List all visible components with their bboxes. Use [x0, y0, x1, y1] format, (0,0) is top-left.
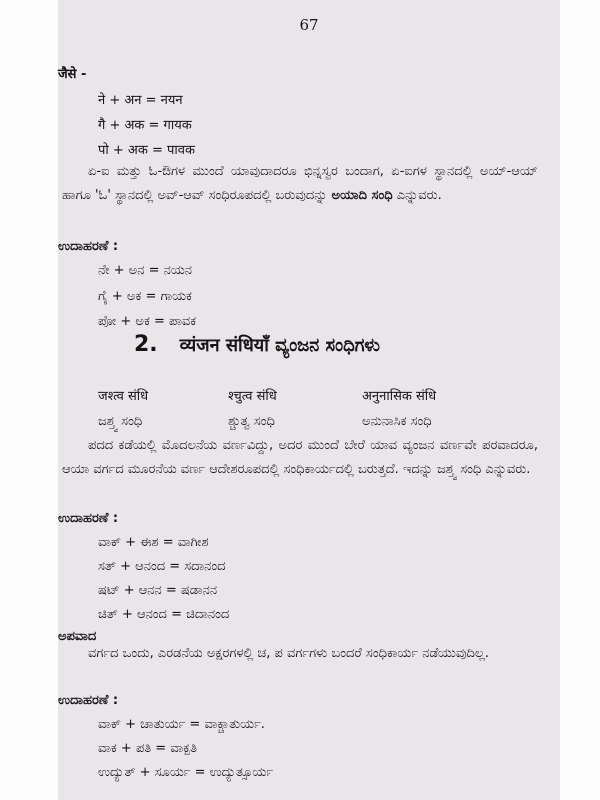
page-number: 67	[299, 16, 319, 34]
paragraph-tail: ಎನ್ನುವರು.	[392, 188, 442, 203]
section-number: 2.	[134, 332, 158, 357]
right-margin	[560, 0, 600, 800]
sandhi-type-hindi: श्चुत्व संधि	[228, 389, 277, 404]
example-line: ಗೈ + ಅಕ = ಗಾಯಕ	[98, 289, 192, 304]
ayadi-sandhi-paragraph	[62, 160, 538, 208]
example-label: ಉದಾಹರಣೆ :	[58, 693, 119, 708]
sandhi-type-hindi: अनुनासिक संधि	[362, 389, 437, 404]
example-line: ವಾಕ್ + ಚಾತುರ್ಯ = ವಾಕ್ಚಾತುರ್ಯ.	[98, 717, 265, 732]
example-line: ನೇ + ಅನ = ನಯನ	[98, 263, 192, 278]
example-line: गै + अक = गायक	[98, 118, 192, 133]
example-line: ಉದ್ಯುತ್ + ಸೂರ್ಯ = ಉದ್ಯುತ್ಸೂರ್ಯ	[98, 765, 274, 780]
sandhi-type-kannada: ಅನುನಾಸಿಕ ಸಂಧಿ	[362, 414, 432, 429]
sandhi-type-hindi: जश्त्व संधि	[98, 389, 149, 404]
section-title: व्यंजन संधियाँ ವ್ಯಂಜನ ಸಂಧಿಗಳು	[179, 335, 380, 356]
example-line: ವಾಕ + ಪತಿ = ವಾಕ್ಪತಿ	[98, 741, 197, 756]
term-ayadi-sandhi: ಅಯಾದಿ ಸಂಧಿ	[331, 188, 393, 203]
apavada-paragraph: ವರ್ಗದ ಒಂದು, ಎರಡನೆಯ ಅಕ್ಷರಗಳಲ್ಲಿ ಚ, ಪ ವರ್ಗಗಳು ಬಂದರೆ ಸಂಧಿಕಾರ್ಯ ನಡೆಯುವುದಿಲ್ಲ.	[88, 646, 489, 661]
paragraph-text: ಏ-ಐ ಮತ್ತು ಓ-ಔಗಳ ಮುಂದೆ ಯಾವುದಾದರೂ ಭಿನ್ನಸ್ವರ ಬಂದಾಗ, ಏ-ಐಗಳ ಸ್ಥಾನದಲ್ಲಿ ಅಯ್-ಆಯ್ ಹಾಗೂ 'ಓ' ಸ್ಥಾನದಲ್ಲಿ ಅವ್-ಆವ್ ಸಂಧಿರೂಪದಲ್ಲಿ ಬರುವುದನ್ನು	[62, 164, 538, 203]
example-line: ಷಟ್ + ಆನನ = ಷಡಾನನ	[98, 583, 218, 598]
left-margin	[0, 0, 58, 800]
example-label: ಉದಾಹರಣೆ :	[58, 511, 119, 526]
page-content	[58, 0, 560, 800]
example-line: ಚಿತ್ + ಆನಂದ = ಚಿದಾನಂದ	[98, 607, 230, 622]
apavada-label: ಅಪವಾದ	[58, 629, 97, 644]
sandhi-type-kannada: ಶ್ಚುತ್ವ ಸಂಧಿ	[228, 414, 275, 429]
jashtva-sandhi-paragraph: ಪದದ ಕಡೆಯಲ್ಲಿ ಮೊದಲನೆಯ ವರ್ಣವಿದ್ದು, ಅದರ ಮುಂದೆ ಬೇರೆ ಯಾವ ವ್ಯಂಜನ ವರ್ಣವೇ ಪರವಾದರೂ, ಆಯಾ ವರ್ಗದ ಮೂರನೆಯ ವರ್ಣ ಆದೇಶರೂಪದಲ್ಲಿ ಸಂಧಿಕಾರ್ಯದಲ್ಲಿ ಬರುತ್ತದೆ. ಇದನ್ನು ಜಶ್ತ್ವ ಸಂಧಿ ಎನ್ನುವರು.	[62, 438, 538, 477]
example-line: ने + अन = नयन	[98, 93, 183, 108]
example-line: पो + अक = पावक	[98, 143, 195, 158]
sandhi-type-kannada: ಜಶ್ತ್ವ ಸಂಧಿ	[98, 414, 143, 429]
example-line: ಸತ್ + ಆನಂದ = ಸದಾನಂದ	[98, 559, 226, 574]
example-label: ಉದಾಹರಣೆ :	[58, 239, 119, 254]
example-label-hindi: जैसे -	[58, 67, 87, 82]
example-line: ಪೋ + ಅಕ = ಪಾವಕ	[98, 314, 197, 329]
section-heading	[134, 332, 380, 357]
example-line: ವಾಕ್ + ಈಶ = ವಾಗೀಶ	[98, 535, 209, 550]
